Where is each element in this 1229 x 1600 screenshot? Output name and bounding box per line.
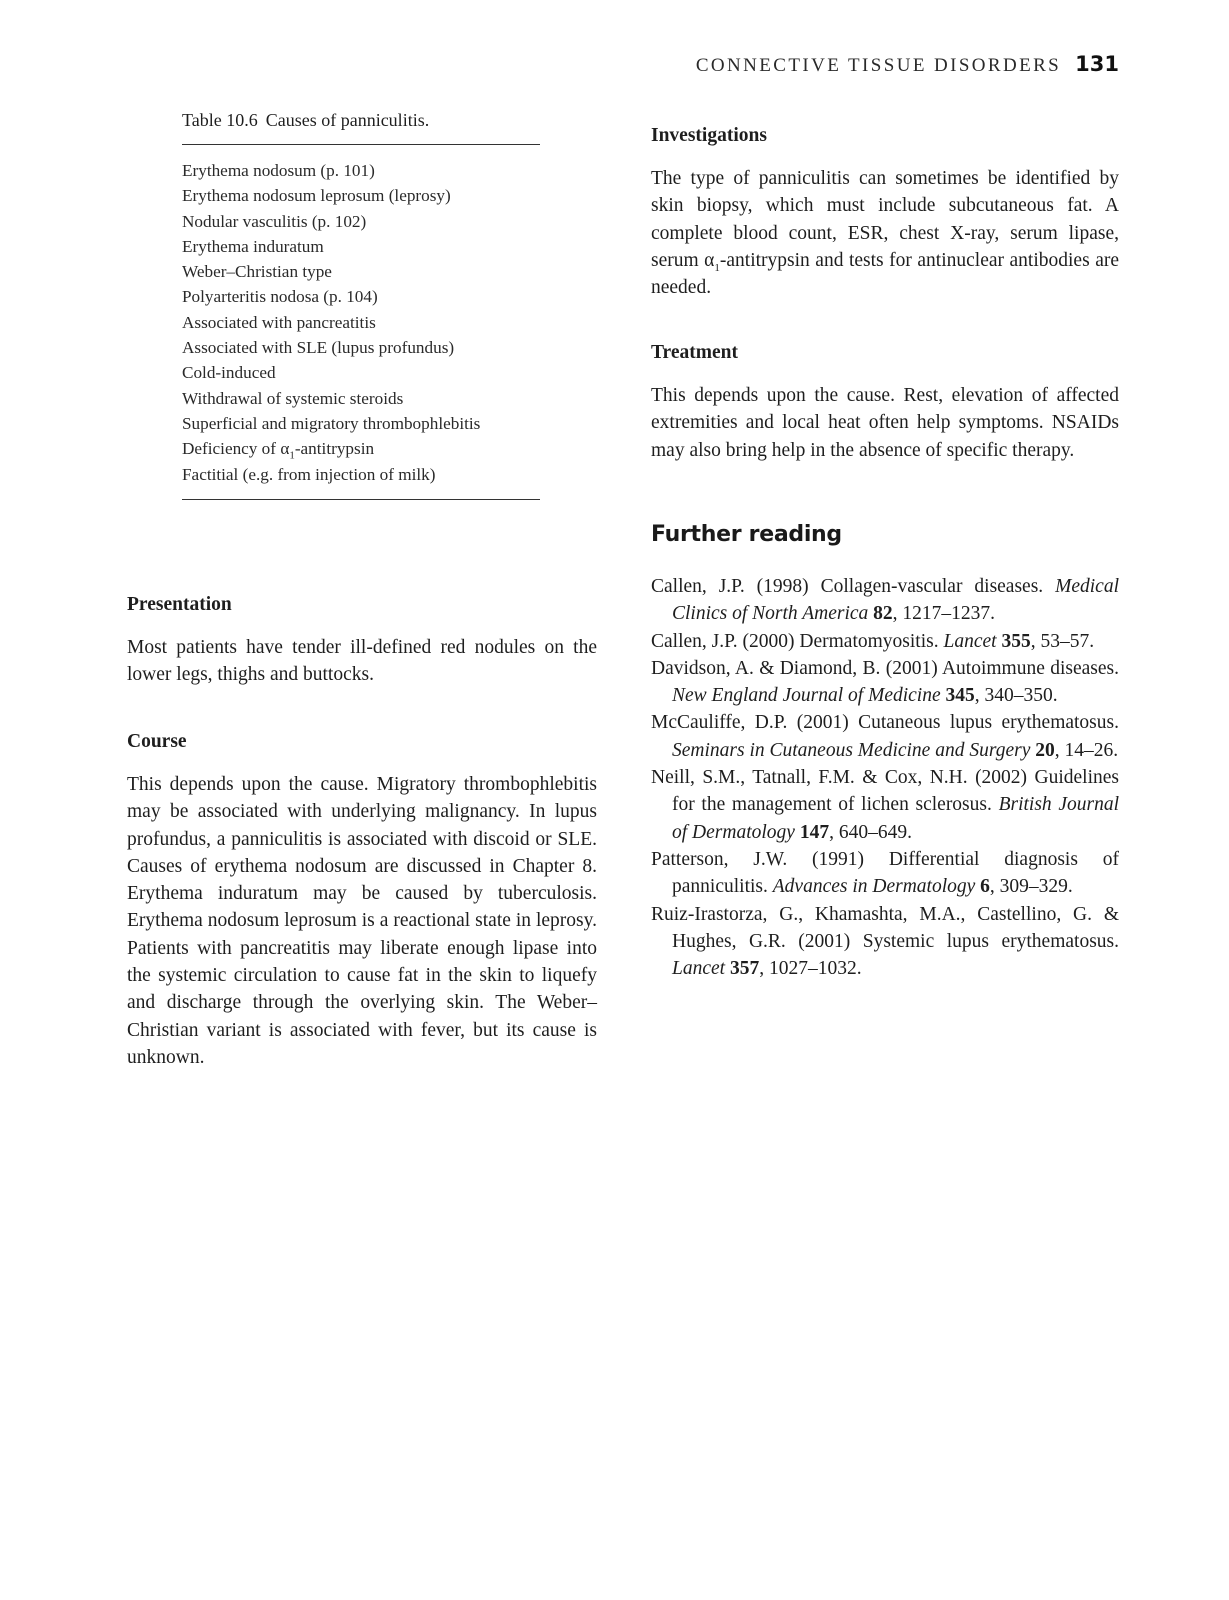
treatment-heading: Treatment bbox=[651, 342, 738, 363]
reference-journal: Lancet bbox=[943, 630, 997, 652]
table-item: Erythema nodosum leprosum (leprosy) bbox=[182, 186, 451, 206]
reference-journal: Seminars in Cutaneous Medicine and Surgery bbox=[672, 739, 1031, 761]
reference-authors: McCauliffe, D.P. (2001) Cutaneous lupus erythematosus. bbox=[651, 712, 1119, 734]
reference-item bbox=[651, 573, 1119, 628]
reference-journal: Advances in Dermatology bbox=[772, 876, 976, 898]
table-label: Table 10.6 bbox=[182, 110, 258, 130]
course-heading: Course bbox=[127, 731, 187, 752]
reference-pages: , 14–26. bbox=[1054, 739, 1119, 761]
reference-pages: , 640–649. bbox=[829, 821, 912, 843]
reference-journal: British Journal of Dermatology bbox=[672, 794, 1120, 843]
presentation-text: Most patients have tender ill-defined red nodules on the lower legs, thighs and buttocks. bbox=[127, 637, 597, 686]
reference-pages: , 1027–1032. bbox=[759, 958, 862, 980]
table-item: Nodular vasculitis (p. 102) bbox=[182, 211, 367, 231]
reference-journal: Medical Clinics of North America bbox=[672, 576, 1119, 625]
reference-item bbox=[651, 901, 1119, 983]
reference-authors: Davidson, A. & Diamond, B. (2001) Autoimmune diseases. bbox=[651, 657, 1119, 679]
reference-volume: 6 bbox=[980, 876, 990, 898]
reference-item bbox=[651, 655, 1119, 710]
table-item: Polyarteritis nodosa (p. 104) bbox=[182, 287, 378, 307]
reference-authors: Callen, J.P. (2000) Dermatomyositis. bbox=[651, 630, 939, 652]
table-item: Withdrawal of systemic steroids bbox=[182, 388, 404, 408]
table-item: Erythema nodosum (p. 101) bbox=[182, 161, 375, 180]
treatment-section bbox=[651, 342, 1119, 464]
reference-pages: , 1217–1237. bbox=[892, 603, 996, 625]
reference-authors: Neill, S.M., Tatnall, F.M. & Cox, N.H. (2002) Guidelines for the management of lichen sclerosus. bbox=[651, 767, 1119, 816]
table-caption bbox=[182, 110, 540, 145]
reference-volume: 355 bbox=[1001, 630, 1031, 652]
table-causes-of-panniculitis bbox=[182, 110, 540, 500]
reference-item bbox=[651, 764, 1119, 846]
reference-authors: Callen, J.P. (1998) Collagen-vascular diseases. bbox=[651, 576, 1044, 597]
reference-authors: Ruiz-Irastorza, G., Khamashta, M.A., Castellino, G. & Hughes, G.R. (2001) Systemic lupus erythematosus. bbox=[651, 903, 1119, 952]
reference-authors: Patterson, J.W. (1991) Differential diagnosis of panniculitis. bbox=[651, 848, 1119, 898]
page-number: 131 bbox=[1075, 52, 1119, 76]
table-item: Factitial (e.g. from injection of milk) bbox=[182, 464, 436, 484]
running-head-title: CONNECTIVE TISSUE DISORDERS bbox=[695, 55, 1062, 76]
reference-pages: , 340–350. bbox=[974, 685, 1058, 707]
table-item: Deficiency of $\alpha_1$-antitrypsin bbox=[182, 439, 375, 462]
reference-journal: Lancet bbox=[672, 958, 726, 980]
course-text: This depends upon the cause. Migratory thrombophlebitis may be associated with underlying malignancy. In lupus profundus, a panniculitis is associated with discoid or SLE. Causes of erythema nodosum are discussed in Chapter 8. Erythema induratum may be caused by tuberculosis. Erythema nodosum leprosum is a reactional state in leprosy. Patients with pancreatitis may liberate enough lipase into the systemic circulation to cause fat in the skin to liquefy and discharge through the overlying skin. The Weber–Christian variant is associated with fever, but its cause is unknown. bbox=[127, 774, 597, 1068]
investigations-section bbox=[651, 125, 1119, 301]
reference-pages: , 309–329. bbox=[989, 876, 1073, 898]
reference-volume: 357 bbox=[729, 958, 760, 980]
table-caption-text: Causes of panniculitis. bbox=[265, 110, 430, 130]
reference-pages: , 53–57. bbox=[1030, 630, 1095, 652]
table-item: Associated with pancreatitis bbox=[182, 312, 376, 332]
investigations-heading: Investigations bbox=[651, 125, 767, 146]
further-reading-section bbox=[651, 522, 1119, 982]
table-item: Erythema induratum bbox=[182, 236, 324, 256]
reference-item bbox=[651, 846, 1119, 901]
reference-volume: 147 bbox=[799, 821, 830, 843]
presentation-heading: Presentation bbox=[127, 594, 232, 615]
reference-volume: 20 bbox=[1035, 739, 1055, 761]
running-head bbox=[696, 52, 1119, 77]
table-item: Superficial and migratory thrombophlebitis bbox=[182, 413, 481, 433]
reference-volume: 82 bbox=[873, 603, 893, 625]
reference-item bbox=[651, 709, 1119, 764]
reference-item bbox=[651, 628, 1119, 655]
table-item: Weber–Christian type bbox=[182, 262, 332, 282]
course-section bbox=[127, 731, 597, 1071]
reference-volume: 345 bbox=[945, 685, 975, 707]
further-reading-heading: Further reading bbox=[651, 522, 842, 547]
investigations-text: The type of panniculitis can sometimes be identified by skin biopsy, which must include subcutaneous fat. A complete blood count, ESR, chest X-ray, serum lipase, serum $\alpha_1$-antitrypsin and tests for antinuclear antibodies are needed. bbox=[651, 168, 1119, 299]
reference-journal: New England Journal of Medicine bbox=[672, 685, 941, 707]
table-items bbox=[182, 145, 540, 500]
treatment-text: This depends upon the cause. Rest, elevation of affected extremities and local heat often help symptoms. NSAIDs may also bring help in the absence of specific therapy. bbox=[651, 385, 1119, 461]
presentation-section bbox=[127, 594, 597, 689]
table-item: Cold-induced bbox=[182, 363, 276, 383]
reference-list bbox=[651, 573, 1119, 982]
table-item: Associated with SLE (lupus profundus) bbox=[182, 338, 455, 358]
